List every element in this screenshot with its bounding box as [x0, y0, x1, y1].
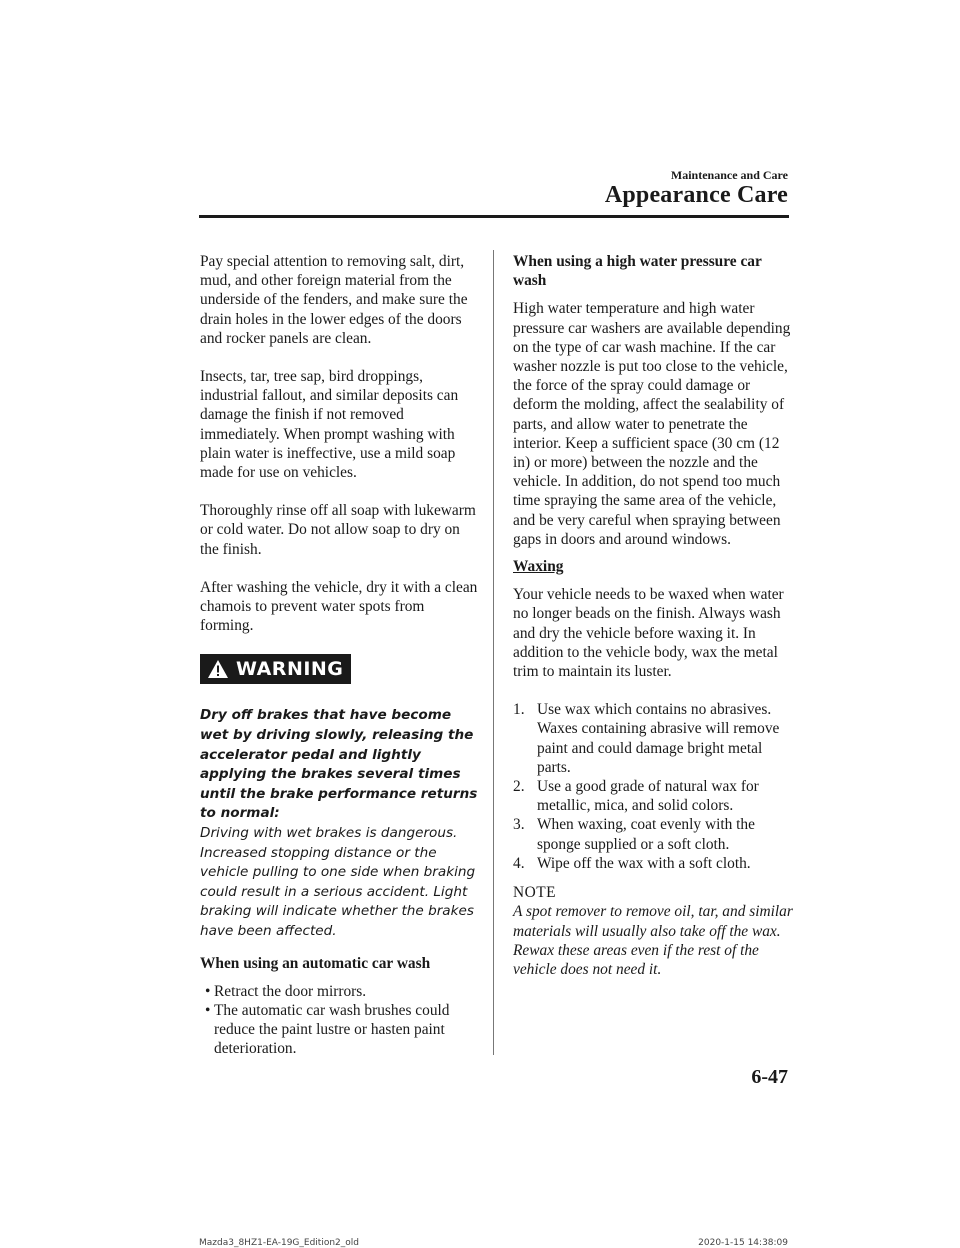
paragraph-dry: After washing the vehicle, dry it with a clean chamois to prevent water spots from forming.	[200, 578, 478, 635]
waxing-heading: Waxing	[513, 558, 564, 576]
auto-wash-list	[200, 982, 480, 1059]
list-item	[513, 815, 793, 853]
step-text: Wipe off the wax with a soft cloth.	[537, 854, 751, 872]
footer-timestamp: 2020-1-15 14:38:09	[698, 1238, 788, 1248]
list-item	[513, 700, 793, 777]
column-divider	[493, 250, 494, 1055]
step-number: 4.	[513, 854, 525, 872]
warning-badge	[200, 654, 351, 684]
waxing-steps	[513, 700, 793, 873]
bullet-icon: •	[205, 982, 211, 1000]
warning-body-text: Driving with wet brakes is dangerous. Increased stopping distance or the vehicle pulling to one side when braking could result in a serious accident. Light braking will indicate whether the brakes have been affected.	[200, 825, 476, 939]
warning-bold-text: Dry off brakes that have become wet by driving slowly, releasing the accelerator pedal and lightly applying the brakes several times until the brake performance returns to normal:	[200, 707, 478, 822]
paragraph-rinse: Thoroughly rinse off all soap with lukewarm or cold water. Do not allow soap to dry on the finish.	[200, 502, 476, 558]
high-pressure-text: High water temperature and high water pressure car washers are available depending on the type of car wash machine. If the car washer nozzle is put too close to the vehicle, the force of the spray could damage or deform the molding, affect the sealability of parts, and allow water to penetrate the interior. Keep a sufficient space (30 cm (12 in) or more) between the nozzle and the vehicle. In addition, do not spend too much time spraying the same area of the vehicle, and be very careful when spraying between gaps in doors and around windows.	[513, 300, 791, 548]
page-number: 6-47	[751, 1066, 788, 1088]
step-number: 1.	[513, 701, 525, 719]
step-text: Use a good grade of natural wax for metallic, mica, and solid colors.	[537, 778, 759, 815]
high-pressure-heading: When using a high water pressure car wash	[513, 253, 762, 290]
section-title: Maintenance and Care	[670, 168, 788, 182]
waxing-intro: Your vehicle needs to be waxed when water no longer beads on the finish. Always wash and dry the vehicle before waxing it. In addition to the vehicle body, wax the metal trim to maintain its luster.	[513, 586, 784, 681]
left-column	[200, 252, 480, 1059]
right-column	[513, 252, 793, 979]
bullet-icon: •	[205, 1001, 211, 1019]
warning-triangle-icon	[207, 659, 229, 679]
list-item-text: Retract the door mirrors.	[214, 982, 367, 1000]
paragraph-salt: Pay special attention to removing salt, dirt, mud, and other foreign material from the underside of the fenders, and make sure the drain holes in the lower edges of the doors and rocker panels are clean.	[200, 253, 468, 347]
note-text: A spot remover to remove oil, tar, and similar materials will usually also take off the wax. Rewax these areas even if the rest of the vehicle does not need it.	[513, 903, 793, 978]
list-item	[205, 982, 480, 1001]
list-item	[513, 854, 793, 873]
list-item	[513, 777, 793, 815]
footer-filename: Mazda3_8HZ1-EA-19G_Edition2_old	[199, 1238, 359, 1248]
warning-label: WARNING	[236, 657, 344, 680]
note-label: NOTE	[513, 884, 557, 902]
step-text: Use wax which contains no abrasives. Waxes containing abrasive will remove paint and could damage bright metal parts.	[537, 701, 780, 776]
header-rule	[199, 215, 789, 218]
auto-wash-heading: When using an automatic car wash	[200, 954, 431, 972]
step-text: When waxing, coat evenly with the sponge supplied or a soft cloth.	[537, 816, 755, 853]
step-number: 3.	[513, 816, 525, 834]
step-number: 2.	[513, 778, 525, 796]
list-item-text: The automatic car wash brushes could reduce the paint lustre or hasten paint deterioration.	[214, 1001, 450, 1058]
paragraph-insects: Insects, tar, tree sap, bird droppings, industrial fallout, and similar deposits can damage the finish if not removed immediately. When prompt washing with plain water is ineffective, use a mild soap made for use on vehicles.	[200, 368, 459, 482]
list-item	[205, 1001, 480, 1059]
chapter-title: Appearance Care	[604, 182, 788, 208]
warning-text	[200, 706, 480, 941]
